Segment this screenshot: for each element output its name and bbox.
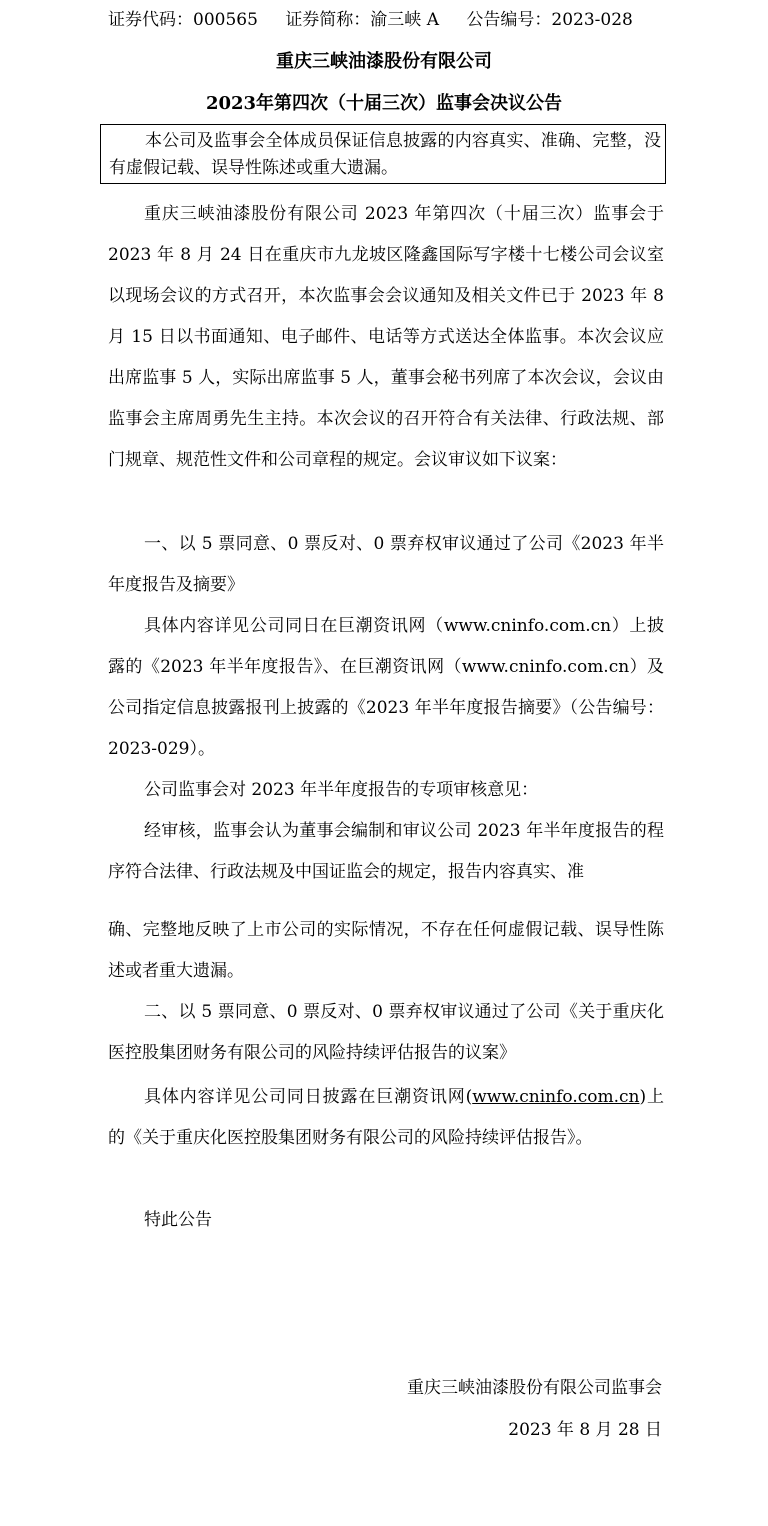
intro-paragraph: 重庆三峡油漆股份有限公司 2023 年第四次（十届三次）监事会于 2023 年 8 月 24 日在重庆市九龙坡区隆鑫国际写字楼十七楼公司会议室以现场会议的方式召开，本次监事会会议通知及相关文件已于 2023 年 8 月 15 日以书面通知、电子邮件、电话等方式送达全体监事。本次会议应出席监事 5 人，实际出席监事 5 人，董事会秘书列席了本次会议，会议由监事会主席周勇先生主持。本次会议的召开符合有关法律、行政法规、部门规章、规范性文件和公司章程的规定。会议审议如下议案： [108,204,664,470]
security-short-name: 证券简称：渝三峡 A [285,10,439,30]
security-code: 证券代码：000565 [108,10,258,30]
item-2-detail [108,1077,664,1159]
cninfo-link-3[interactable]: www.cninfo.com.cn [472,1087,640,1107]
item-1-detail-text-1: 具体内容详见公司同日在巨潮资讯网（ [144,616,444,636]
signature-organization: 重庆三峡油漆股份有限公司监事会 [407,1378,662,1398]
item-1-detail-text-2: ）上披露的《2023 年半年度报告》、在巨潮资讯网（ [108,616,665,677]
announcement-title: 2023年第四次（十届三次）监事会决议公告 [205,93,563,114]
resolution-item-1: 一、以 5 票同意、0 票反对、0 票弃权审议通过了公司《2023 年半年度报告及摘要》 [108,534,664,595]
opinion-line-2: 确、完整地反映了上市公司的实际情况，不存在任何虚假记载、误导性陈述或者重大遗漏。 [108,920,664,981]
cninfo-link-1[interactable]: www.cninfo.com.cn [443,616,612,636]
statement-text: 本公司及监事会全体成员保证信息披露的内容真实、准确、完整，没有虚假记载、误导性陈述或重大遗漏。 [109,131,661,178]
closing-remark: 特此公告 [144,1210,212,1230]
item-1-detail [108,606,664,770]
item-1-detail-text-3: ）及公司指定信息披露报刊上披露的《2023 年半年度报告摘要》（公告编号：2023-029）。 [108,657,665,759]
opinion-line-1: 经审核，监事会认为董事会编制和审议公司 2023 年半年度报告的程序符合法律、行政法规及中国证监会的规定，报告内容真实、准 [108,821,664,882]
item-2-detail-text-1: 具体内容详见公司同日披露在巨潮资讯网( [144,1087,473,1107]
announcement-header [108,8,668,32]
opinion-heading: 公司监事会对 2023 年半年度报告的专项审核意见： [144,780,539,800]
signature-date: 2023 年 8 月 28 日 [508,1420,662,1440]
item-2-detail-text-2: )上的《关于重庆化医控股集团财务有限公司的风险持续评估报告》。 [108,1087,664,1148]
notice-number: 公告编号：2023-028 [466,10,633,30]
cninfo-link-2[interactable]: www.cninfo.com.cn [461,657,630,677]
statement-box [100,124,666,184]
company-title: 重庆三峡油漆股份有限公司 [276,51,492,72]
resolution-item-2: 二、以 5 票同意、0 票反对、0 票弃权审议通过了公司《关于重庆化医控股集团财务有限公司的风险持续评估报告的议案》 [108,1002,664,1063]
